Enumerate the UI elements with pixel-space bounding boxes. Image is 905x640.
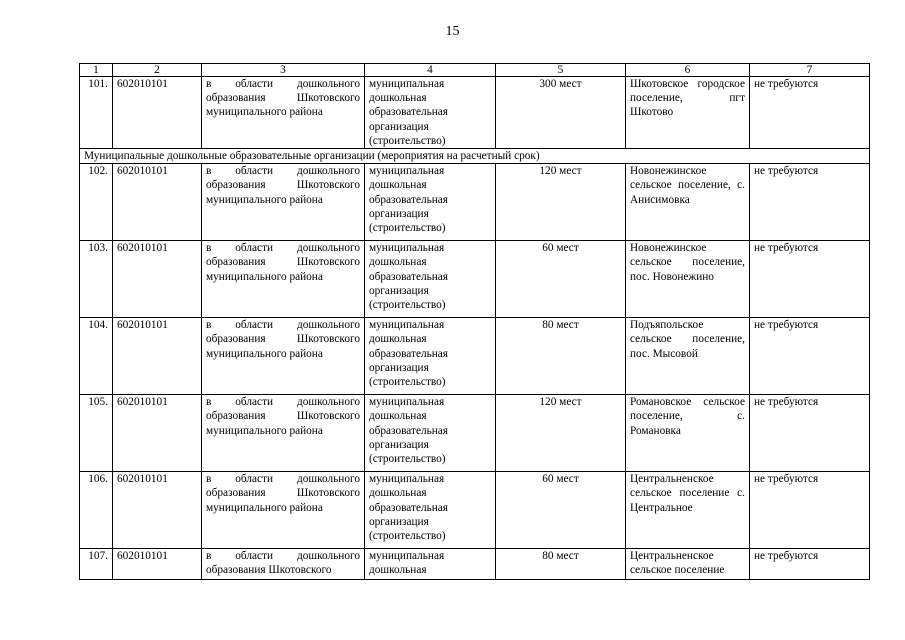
row-code: 602010101: [113, 318, 202, 395]
row-object: муниципальная дошкольная образовательная организация (строительство): [365, 395, 496, 472]
row-object: муниципальная дошкольная образовательная организация (строительство): [365, 164, 496, 241]
row-area: в области дошкольного образования Шкотовского муниципального района: [202, 164, 365, 241]
table-row: [80, 77, 870, 149]
table-row: [80, 549, 870, 580]
row-capacity: 60 мест: [496, 241, 626, 318]
row-object: муниципальная дошкольная образовательная организация (строительство): [365, 241, 496, 318]
row-location: Центральненское сельское поселение: [626, 549, 750, 580]
objects-table: [79, 63, 870, 580]
row-code: 602010101: [113, 549, 202, 580]
row-capacity: 120 мест: [496, 395, 626, 472]
row-zones: не требуются: [750, 472, 870, 549]
row-code: 602010101: [113, 77, 202, 149]
table-row: [80, 164, 870, 241]
row-location: Новонежинское сельское поселение, с. Анисимовка: [626, 164, 750, 241]
row-object: муниципальная дошкольная образовательная организация (строительство): [365, 472, 496, 549]
row-code: 602010101: [113, 241, 202, 318]
row-location: Романовское сельское поселение, с. Романовка: [626, 395, 750, 472]
column-header: 1: [80, 64, 113, 77]
row-capacity: 60 мест: [496, 472, 626, 549]
table-row: [80, 472, 870, 549]
row-area: в области дошкольного образования Шкотовского муниципального района: [202, 77, 365, 149]
column-number-row: [80, 64, 870, 77]
row-area: в области дошкольного образования Шкотовского муниципального района: [202, 241, 365, 318]
row-number: 107.: [80, 549, 113, 580]
row-location: Центральненское сельское поселение с. Центральное: [626, 472, 750, 549]
column-header: 4: [365, 64, 496, 77]
table-row: [80, 318, 870, 395]
row-code: 602010101: [113, 395, 202, 472]
row-zones: не требуются: [750, 549, 870, 580]
row-location: Подъяпольское сельское поселение, пос. Мысовой: [626, 318, 750, 395]
row-number: 105.: [80, 395, 113, 472]
row-number: 101.: [80, 77, 113, 149]
column-header: 5: [496, 64, 626, 77]
row-zones: не требуются: [750, 77, 870, 149]
row-zones: не требуются: [750, 241, 870, 318]
row-number: 104.: [80, 318, 113, 395]
row-area: в области дошкольного образования Шкотовского муниципального района: [202, 472, 365, 549]
row-capacity: 80 мест: [496, 318, 626, 395]
row-capacity: 120 мест: [496, 164, 626, 241]
row-number: 102.: [80, 164, 113, 241]
row-object: муниципальная дошкольная образовательная организация (строительство): [365, 77, 496, 149]
table-row: [80, 241, 870, 318]
row-object: муниципальная дошкольная: [365, 549, 496, 580]
row-location: Новонежинское сельское поселение, пос. Новонежино: [626, 241, 750, 318]
row-area: в области дошкольного образования Шкотовского муниципального района: [202, 318, 365, 395]
row-location: Шкотовское городское поселение, пгт Шкотово: [626, 77, 750, 149]
row-code: 602010101: [113, 164, 202, 241]
page-number: 15: [445, 24, 460, 39]
row-zones: не требуются: [750, 395, 870, 472]
column-header: 2: [113, 64, 202, 77]
section-title: Муниципальные дошкольные образовательные организации (мероприятия на расчетный срок): [80, 149, 870, 164]
row-zones: не требуются: [750, 164, 870, 241]
column-header: 3: [202, 64, 365, 77]
row-area: в области дошкольного образования Шкотовского муниципального района: [202, 395, 365, 472]
row-area: в области дошкольного образования Шкотовского: [202, 549, 365, 580]
row-zones: не требуются: [750, 318, 870, 395]
column-header: 7: [750, 64, 870, 77]
row-code: 602010101: [113, 472, 202, 549]
row-object: муниципальная дошкольная образовательная организация (строительство): [365, 318, 496, 395]
column-header: 6: [626, 64, 750, 77]
table-row: [80, 395, 870, 472]
row-capacity: 80 мест: [496, 549, 626, 580]
row-number: 103.: [80, 241, 113, 318]
row-capacity: 300 мест: [496, 77, 626, 149]
section-row: [80, 149, 870, 164]
row-number: 106.: [80, 472, 113, 549]
